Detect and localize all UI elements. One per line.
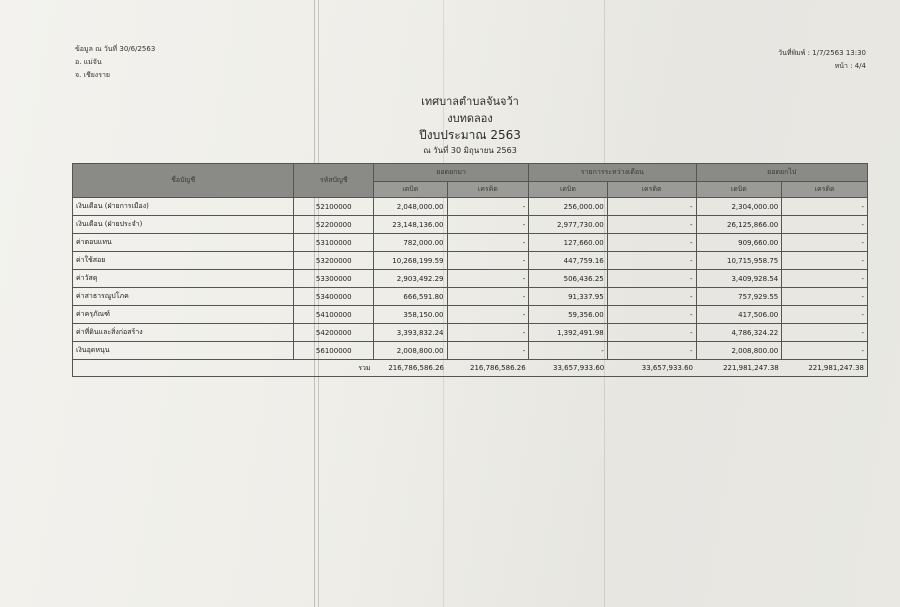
m-debit: 447,759.16 [529,252,608,270]
bf-debit: 23,148,136.00 [374,216,447,234]
bf-credit: - [447,198,529,216]
cf-credit: - [782,216,868,234]
account-name: เงินเดือน (ฝ่ายการเมือง) [73,198,294,216]
total-spacer [73,360,294,377]
table-row [73,324,868,342]
m-credit: - [607,198,696,216]
bf-credit: - [447,306,529,324]
bf-credit: - [447,342,529,360]
account-code: 53100000 [294,234,374,252]
account-code: 54100000 [294,306,374,324]
bf-credit: - [447,252,529,270]
cf-debit: 2,304,000.00 [696,198,782,216]
cf-credit: - [782,288,868,306]
report-date: ณ วันที่ 30 มิถุนายน 2563 [423,146,517,155]
fiscal-year: ปีงบประมาณ 2563 [419,128,521,142]
total-cf-debit: 221,981,247.38 [696,360,782,377]
cf-credit: - [782,306,868,324]
table-row [73,234,868,252]
total-m-credit: 33,657,933.60 [607,360,696,377]
m-debit: 506,436.25 [529,270,608,288]
bf-credit: - [447,270,529,288]
cf-credit: - [782,198,868,216]
col-cf-debit: เดบิต [696,182,782,198]
m-debit: 127,660.00 [529,234,608,252]
cf-credit: - [782,324,868,342]
report-title: งบทดลอง [447,112,493,125]
account-code: 54200000 [294,324,374,342]
cf-debit: 757,929.55 [696,288,782,306]
table-row [73,198,868,216]
account-code: 53200000 [294,252,374,270]
total-cf-credit: 221,981,247.38 [782,360,868,377]
account-code: 53300000 [294,270,374,288]
m-credit: - [607,216,696,234]
report-titles [345,93,595,158]
table-row [73,306,868,324]
bf-debit: 3,393,832.24 [374,324,447,342]
bf-credit: - [447,324,529,342]
cf-credit: - [782,270,868,288]
organization-name: เทศบาลตำบลจันจว้า [421,95,519,108]
total-m-debit: 33,657,933.60 [529,360,608,377]
bf-debit: 2,048,000.00 [374,198,447,216]
trial-balance-table [72,163,868,377]
bf-debit: 782,000.00 [374,234,447,252]
m-credit: - [607,270,696,288]
total-bf-credit: 216,786,586.26 [447,360,529,377]
table-row [73,270,868,288]
col-bf-debit: เดบิต [374,182,447,198]
bf-credit: - [447,216,529,234]
bf-debit: 358,150.00 [374,306,447,324]
col-account-code: รหัสบัญชี [294,164,374,198]
account-name: ค่าครุภัณฑ์ [73,306,294,324]
account-name: เงินเดือน (ฝ่ายประจำ) [73,216,294,234]
m-credit: - [607,342,696,360]
bf-debit: 2,903,492.29 [374,270,447,288]
m-debit: 256,000.00 [529,198,608,216]
m-credit: - [607,324,696,342]
account-name: ค่าวัสดุ [73,270,294,288]
m-debit: - [529,342,608,360]
bf-credit: - [447,234,529,252]
m-debit: 59,356.00 [529,306,608,324]
cf-debit: 2,008,800.00 [696,342,782,360]
table-row [73,216,868,234]
col-m-debit: เดบิต [529,182,608,198]
bf-debit: 2,008,800.00 [374,342,447,360]
account-code: 53400000 [294,288,374,306]
col-brought-forward: ยอดยกมา [374,164,529,182]
header-left [75,43,155,82]
cf-debit: 10,715,958.75 [696,252,782,270]
total-row [73,360,868,377]
table-row [73,342,868,360]
table-row [73,288,868,306]
col-cf-credit: เครดิต [782,182,868,198]
m-credit: - [607,288,696,306]
print-date: วันที่พิมพ์ : 1/7/2563 13:30 [778,49,866,57]
cf-credit: - [782,342,868,360]
account-name: ค่าใช้สอย [73,252,294,270]
province: จ. เชียงราย [75,71,111,79]
page-number: หน้า : 4/4 [834,62,866,70]
cf-debit: 4,786,324.22 [696,324,782,342]
account-code: 52100000 [294,198,374,216]
cf-credit: - [782,234,868,252]
cf-debit: 3,409,928.54 [696,270,782,288]
account-name: ค่าสาธารณูปโภค [73,288,294,306]
account-code: 52200000 [294,216,374,234]
cf-debit: 26,125,866.00 [696,216,782,234]
cf-credit: - [782,252,868,270]
header-right [778,47,866,73]
account-name: เงินอุดหนุน [73,342,294,360]
col-carried-forward: ยอดยกไป [696,164,867,182]
col-account-name: ชื่อบัญชี [73,164,294,198]
m-debit: 91,337.95 [529,288,608,306]
table-row [73,252,868,270]
bf-debit: 666,591.80 [374,288,447,306]
col-bf-credit: เครดิต [447,182,529,198]
cf-debit: 417,506.00 [696,306,782,324]
account-name: ค่าตอบแทน [73,234,294,252]
table-header-row [73,164,868,182]
account-code: 56100000 [294,342,374,360]
district: อ. แม่จัน [75,58,102,66]
m-credit: - [607,252,696,270]
m-credit: - [607,234,696,252]
m-debit: 1,392,491.98 [529,324,608,342]
account-name: ค่าที่ดินและสิ่งก่อสร้าง [73,324,294,342]
m-credit: - [607,306,696,324]
total-label: รวม [294,360,374,377]
m-debit: 2,977,730.00 [529,216,608,234]
col-m-credit: เครดิต [607,182,696,198]
data-as-of-date: ข้อมูล ณ วันที่ 30/6/2563 [75,45,156,53]
total-bf-debit: 216,786,586.26 [374,360,447,377]
bf-debit: 10,268,199.59 [374,252,447,270]
cf-debit: 909,660.00 [696,234,782,252]
col-this-month: รายการระหว่างเดือน [529,164,696,182]
bf-credit: - [447,288,529,306]
